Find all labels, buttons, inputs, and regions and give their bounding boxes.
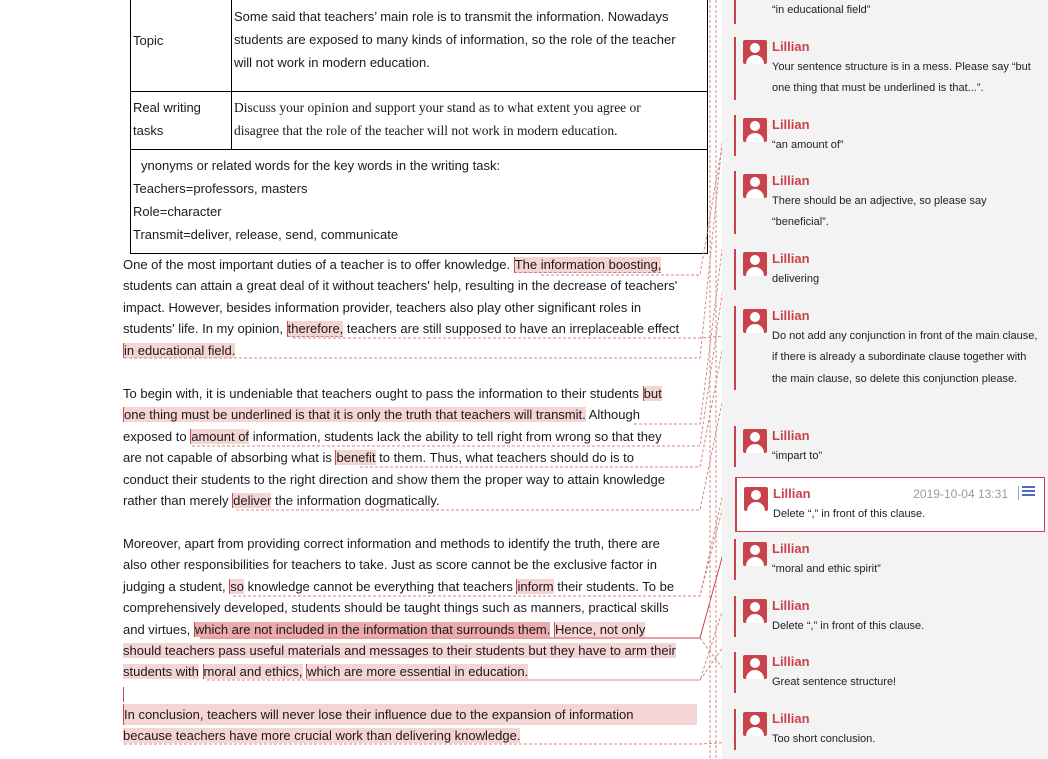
comment-author: Lillian xyxy=(772,39,810,54)
comment-menu-icon[interactable] xyxy=(1018,486,1036,500)
text-line xyxy=(123,426,697,447)
text-run: and virtues, xyxy=(123,621,191,637)
avatar-icon xyxy=(743,252,767,276)
text-run: information, students lack the ability to tell right from wrong so that they xyxy=(252,428,662,444)
avatar-icon xyxy=(743,40,767,64)
text-run: impact. However, besides information provider, teachers also play other significant roles in xyxy=(123,299,642,315)
text-line xyxy=(123,318,697,339)
comment-text: “impart to” xyxy=(772,450,823,462)
text-cursor xyxy=(123,687,124,702)
synonym-line: Role=character xyxy=(133,204,222,219)
comment-text: Great sentence structure! xyxy=(772,676,897,688)
text-run: are not capable of absorbing what is xyxy=(123,450,332,466)
comment-text: delivering xyxy=(772,273,820,285)
synonym-line: Transmit=deliver, release, send, communicate xyxy=(133,227,399,242)
avatar-icon xyxy=(743,174,767,198)
text-run: To begin with, it is undeniable that teachers ought to pass the information to their students xyxy=(123,386,639,401)
topic-line: will not work in modern education. xyxy=(234,55,430,70)
comment-card[interactable] xyxy=(734,37,1046,100)
real-task-line: disagree that the role of the teacher will not work in modern education. xyxy=(234,123,618,138)
comment-author: Lillian xyxy=(772,117,810,132)
text-run: knowledge cannot be everything that teachers xyxy=(247,578,513,594)
text-line xyxy=(123,469,697,490)
avatar-icon xyxy=(743,309,767,333)
text-run: Moreover, apart from providing correct information and methods to identify the truth, there are xyxy=(123,536,660,551)
comment-card[interactable] xyxy=(734,115,1046,156)
text-line xyxy=(123,597,697,618)
avatar-icon xyxy=(743,599,767,623)
text-line xyxy=(123,725,697,746)
comment-author: Lillian xyxy=(772,654,810,669)
comment-highlight[interactable]: but xyxy=(643,386,662,401)
synonyms-heading: ynonyms or related words for the key words in the writing task: xyxy=(141,158,501,173)
topic-line: Some said that teachers’ main role is to transmit the information. Nowadays xyxy=(234,9,669,24)
comment-highlight[interactable]: therefore, xyxy=(287,321,344,337)
text-line xyxy=(123,383,697,404)
comment-card[interactable] xyxy=(734,171,1046,234)
text-line xyxy=(123,533,697,554)
task-table xyxy=(130,0,708,254)
text-line xyxy=(123,447,697,468)
text-line xyxy=(123,297,697,318)
text-line xyxy=(123,704,697,725)
avatar-icon xyxy=(743,655,767,679)
real-task-label-line: tasks xyxy=(133,123,164,138)
comment-author: Lillian xyxy=(772,428,810,443)
comment-card[interactable] xyxy=(734,426,1046,467)
synonym-line: Teachers=professors, masters xyxy=(133,181,308,196)
text-line xyxy=(123,576,697,597)
comment-highlight[interactable]: deliver xyxy=(233,492,272,508)
text-line xyxy=(123,554,697,575)
comment-card[interactable] xyxy=(734,539,1046,580)
comment-card-active[interactable] xyxy=(735,477,1045,532)
comment-highlight[interactable]: students with xyxy=(123,664,199,680)
text-run: their students. To be xyxy=(557,578,675,594)
comment-text: Do not add any conjunction in front of the main clause, if there is already a subordinate clause together with the main clause, so delete this conjunction please. xyxy=(772,330,1038,385)
text-run: comprehensively developed, students should be taught things such as manners, practical skills xyxy=(123,600,669,616)
text-run: Although xyxy=(588,407,640,423)
comment-text: “an amount of” xyxy=(772,139,844,151)
comment-text: Delete “,” in front of this clause. xyxy=(773,508,926,520)
text-run: judging a student, xyxy=(123,578,226,594)
text-line xyxy=(123,254,697,275)
comment-highlight[interactable]: inform xyxy=(517,578,554,594)
comment-text: Delete “,” in front of this clause. xyxy=(772,620,925,632)
comment-card[interactable] xyxy=(734,0,1046,24)
comment-card[interactable] xyxy=(734,306,1046,390)
text-run: students can attain a great deal of it without teachers' help, resulting in the decrease of teachers' xyxy=(123,278,678,294)
comment-author: Lillian xyxy=(772,308,810,323)
avatar-icon xyxy=(743,118,767,142)
comment-highlight[interactable]: because teachers have more crucial work than delivering knowledge. xyxy=(123,728,521,744)
comment-text: “in educational field” xyxy=(772,4,871,16)
avatar-icon xyxy=(743,712,767,736)
topic-text xyxy=(232,0,708,92)
essay-paragraph-2[interactable] xyxy=(123,383,697,511)
synonyms-cell xyxy=(131,150,708,254)
comment-card[interactable] xyxy=(734,249,1046,290)
essay-paragraph-4[interactable] xyxy=(123,704,697,747)
comments-pane[interactable] xyxy=(722,0,1048,759)
comment-card[interactable] xyxy=(734,652,1046,693)
comment-highlight[interactable]: Hence, not only xyxy=(555,621,646,637)
text-line xyxy=(123,640,697,661)
comment-card[interactable] xyxy=(734,596,1046,637)
comment-highlight[interactable]: The information boosting, xyxy=(514,257,662,272)
comment-author: Lillian xyxy=(772,541,810,556)
topic-label: Topic xyxy=(131,0,232,92)
text-run: exposed to xyxy=(123,428,187,444)
text-run: One of the most important duties of a teacher is to offer knowledge. xyxy=(123,257,511,272)
avatar-icon xyxy=(743,429,767,453)
essay-paragraph-1[interactable] xyxy=(123,254,697,361)
comment-highlight[interactable]: benefit xyxy=(336,450,376,466)
topic-line: students are exposed to many kinds of information, so the role of the teacher xyxy=(234,32,676,47)
comment-highlight[interactable]: which are more essential in education. xyxy=(307,664,529,680)
comment-highlight[interactable]: moral and ethics, xyxy=(203,664,303,680)
comment-highlight[interactable]: so xyxy=(230,578,244,594)
text-line xyxy=(123,490,697,511)
comment-author: Lillian xyxy=(772,598,810,613)
comment-text: There should be an adjective, so please say “beneficial”. xyxy=(772,195,987,229)
comment-author: Lillian xyxy=(773,486,811,501)
text-line xyxy=(123,404,697,425)
comment-author: Lillian xyxy=(772,251,810,266)
real-task-line xyxy=(234,96,705,119)
text-run: students' life. In my opinion, xyxy=(123,321,284,337)
text-line xyxy=(123,275,697,296)
text-run: conduct their students to the right direction and show them the proper way to attain knowledge xyxy=(123,471,665,487)
comment-highlight[interactable]: one thing must be underlined is that it is only the truth that teachers will transmit. xyxy=(124,407,586,423)
text-run: teachers are still supposed to have an irreplaceable effect xyxy=(346,321,680,337)
comment-highlight[interactable]: should teachers pass useful materials and messages to their students but they have to arm their xyxy=(123,642,676,658)
comment-text: Your sentence structure is in a mess. Please say “but one thing that must be underlined is that...”. xyxy=(772,61,1031,95)
text-line xyxy=(123,340,697,361)
comment-highlight[interactable] xyxy=(123,704,697,725)
essay-paragraph-3[interactable] xyxy=(123,533,697,704)
avatar-icon xyxy=(744,487,768,511)
comment-text: “moral and ethic spirit” xyxy=(772,563,881,575)
real-task-line-text: Discuss your opinion and support your stand as to what extent you agree or xyxy=(234,100,641,115)
comment-card[interactable] xyxy=(734,709,1046,750)
real-task-label-line: Real writing xyxy=(133,100,201,115)
text-run: rather than merely xyxy=(123,492,229,508)
comment-author: Lillian xyxy=(772,173,810,188)
text-line xyxy=(123,661,697,682)
comment-date: 2019-10-04 13:31 xyxy=(913,487,1008,501)
text-run: also other responsibilities for teachers to take. Just as score cannot be the exclusive factor in xyxy=(123,557,657,573)
comment-highlight[interactable]: amount of xyxy=(191,428,250,444)
text-run: the information dogmatically. xyxy=(275,492,440,508)
real-task-label xyxy=(131,92,232,150)
comment-author: Lillian xyxy=(772,711,810,726)
comment-highlight[interactable]: which are not included in the information that surrounds them. xyxy=(194,621,551,637)
comment-text: Too short conclusion. xyxy=(772,733,876,745)
text-run: to them. Thus, what teachers should do is to xyxy=(379,450,635,466)
comment-highlight[interactable]: in educational field. xyxy=(124,342,236,358)
text-run: In conclusion, teachers will never lose their influence due to the expansion of information xyxy=(124,707,634,722)
text-line xyxy=(123,683,697,704)
avatar-icon xyxy=(743,542,767,566)
text-line xyxy=(123,619,697,640)
real-task-text xyxy=(232,92,708,150)
